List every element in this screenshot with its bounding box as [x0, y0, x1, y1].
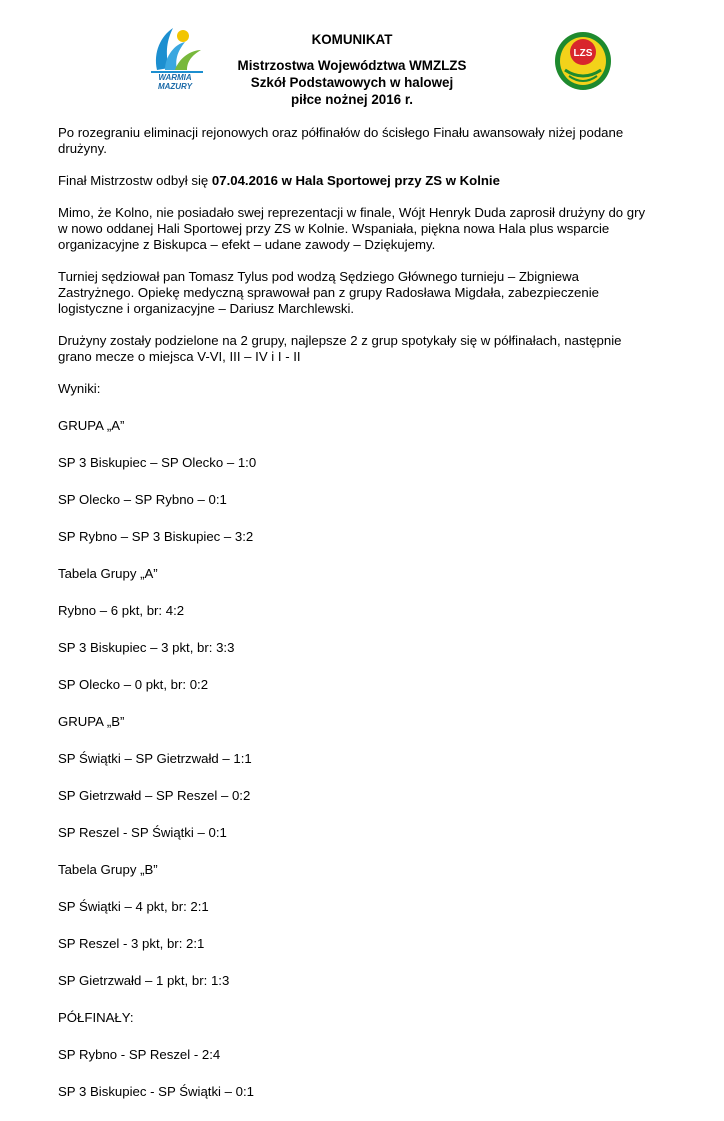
- table-heading: Tabela Grupy „A”: [58, 566, 158, 581]
- document-heading: KOMUNIKAT: [311, 32, 393, 47]
- final-paragraph: Finał Mistrzostw odbył się 07.04.2016 w Hala Sportowej przy ZS w Kolnie: [58, 173, 500, 188]
- referee-paragraph: Turniej sędziował pan Tomasz Tylus pod wodzą Sędziego Głównego turnieju – Zbigniewa Zastryżnego. Opiekę medyczną sprawował pan z grupy Radosława Migdała, zabezpieczenie logistyczne i organizacyjne – Dariusz Marchlewski.: [58, 269, 599, 316]
- semifinals-heading: PÓŁFINAŁY:: [58, 1010, 134, 1025]
- title-line: Szkół Podstawowych w halowej: [250, 75, 454, 90]
- header: [0, 0, 724, 115]
- table-heading: Tabela Grupy „B”: [58, 862, 158, 877]
- group-heading: GRUPA „A”: [58, 418, 125, 433]
- match-result: SP Gietrzwałd – SP Reszel – 0:2: [58, 788, 251, 803]
- match-result: SP Rybno - SP Reszel - 2:4: [58, 1047, 221, 1062]
- intro-paragraph: Po rozegraniu eliminacji rejonowych oraz półfinałów do ścisłego Finału awansowały niżej podane drużyny.: [58, 125, 624, 156]
- lzs-logo: [553, 30, 613, 92]
- kolno-paragraph: Mimo, że Kolno, nie posiadało swej reprezentacji w finale, Wójt Henryk Duda zaprosił drużyny do gry w nowo oddanej Hali Sportowej przy ZS w Kolnie. Wspaniała, piękna nowa Hala plus wsparcie organizacyjne z Biskupca – efekt – udane zawody – Dziękujemy.: [58, 205, 646, 252]
- svg-text:MAZURY: MAZURY: [157, 82, 193, 91]
- svg-text:LZS: LZS: [573, 48, 593, 59]
- results-heading: Wyniki:: [58, 381, 101, 396]
- table-row: Rybno – 6 pkt, br: 4:2: [58, 603, 185, 618]
- match-result: SP 3 Biskupiec - SP Świątki – 0:1: [58, 1084, 254, 1099]
- table-row: SP Gietrzwałd – 1 pkt, br: 1:3: [58, 973, 230, 988]
- table-row: SP Reszel - 3 pkt, br: 2:1: [58, 936, 205, 951]
- groups-paragraph: Drużyny zostały podzielone na 2 grupy, najlepsze 2 z grup spotykały się w półfinałach, następnie grano mecze o miejsca V-VI, III – IV i I - II: [58, 333, 622, 364]
- match-result: SP Olecko – SP Rybno – 0:1: [58, 492, 227, 507]
- svg-text:WARMIA: WARMIA: [158, 73, 192, 82]
- group-heading: GRUPA „B”: [58, 714, 125, 729]
- final-date-location: 07.04.2016 w Hala Sportowej przy ZS w Kolnie: [211, 173, 500, 188]
- document-body: [58, 125, 648, 1121]
- match-result: SP Rybno – SP 3 Biskupiec – 3:2: [58, 529, 254, 544]
- table-row: SP 3 Biskupiec – 3 pkt, br: 3:3: [58, 640, 235, 655]
- match-result: SP Świątki – SP Gietrzwałd – 1:1: [58, 751, 252, 766]
- table-row: SP Świątki – 4 pkt, br: 2:1: [58, 899, 209, 914]
- match-result: SP 3 Biskupiec – SP Olecko – 1:0: [58, 455, 257, 470]
- title-line: Mistrzostwa Województwa WMZLZS: [237, 58, 467, 73]
- title-block: [200, 31, 504, 108]
- title-line: piłce nożnej 2016 r.: [290, 92, 414, 107]
- match-result: SP Reszel - SP Świątki – 0:1: [58, 825, 227, 840]
- table-row: SP Olecko – 0 pkt, br: 0:2: [58, 677, 209, 692]
